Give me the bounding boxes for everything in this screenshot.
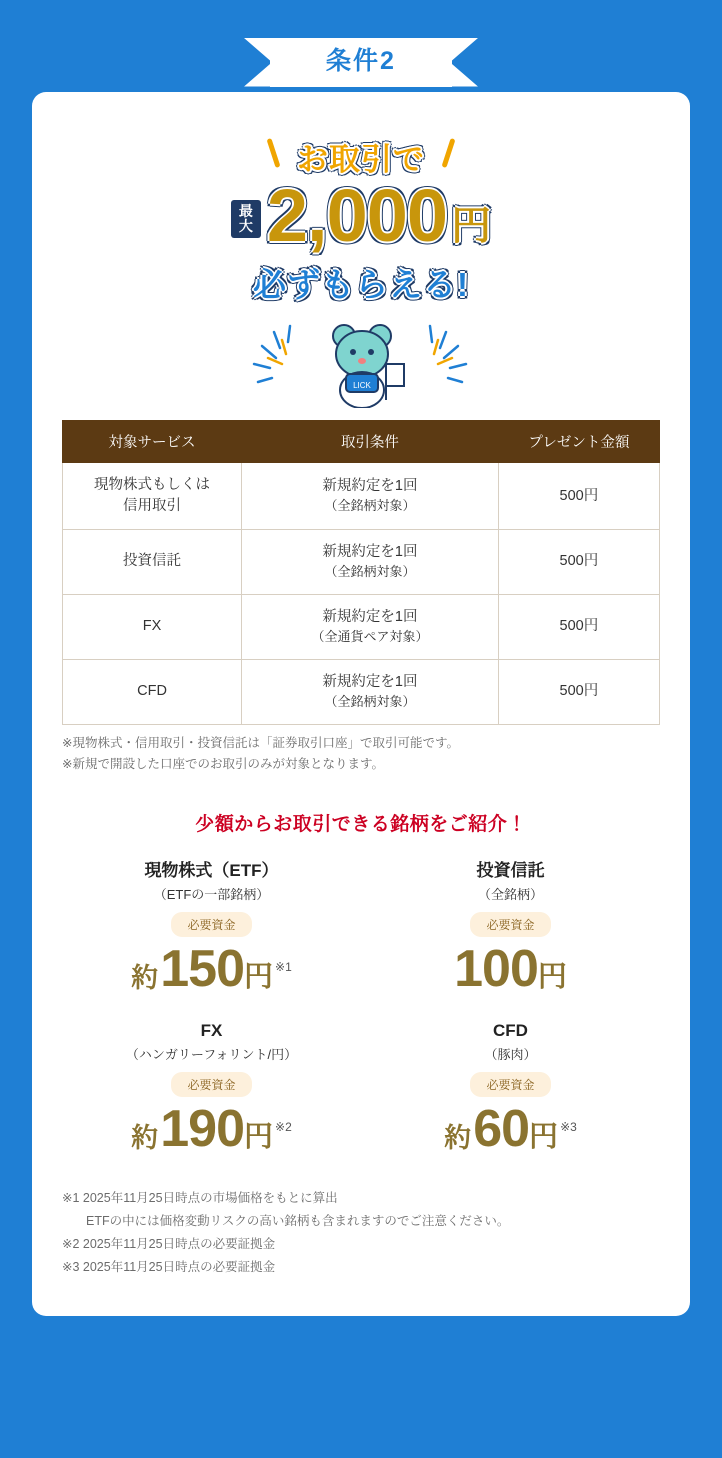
product-title: FX: [200, 1021, 223, 1041]
condition-line-2: （全通貨ペア対象）: [311, 628, 429, 644]
svg-text:LICK: LICK: [353, 381, 371, 390]
price-approx: 約: [131, 1123, 159, 1154]
headline-amount-row: [62, 174, 660, 257]
mascot-mouse-fireworks-icon: [246, 312, 476, 408]
table-note-1: ※現物株式・信用取引・投資信託は「証券取引口座」で取引可能です。: [62, 735, 459, 750]
conditions-table: [62, 420, 660, 725]
cell-service: [63, 463, 242, 530]
price-yen: 円: [537, 961, 567, 994]
service-line-1: 現物株式もしくは: [94, 477, 211, 493]
product-price: [361, 940, 660, 999]
required-funds-badge: 必要資金: [171, 912, 251, 937]
table-notes: [62, 733, 660, 776]
footnote-2: ※2 2025年11月25日時点の必要証拠金: [62, 1237, 276, 1252]
cell-amount: 500円: [498, 463, 659, 530]
condition-line-2: （全銘柄対象）: [324, 564, 416, 580]
mascot-illustration: [62, 312, 660, 408]
price-yen: 円: [529, 1121, 559, 1154]
product-card-cfd: [361, 1019, 660, 1161]
table-row: [63, 594, 660, 659]
price-yen: 円: [244, 961, 274, 994]
product-title: 投資信託: [476, 861, 545, 881]
cell-condition: [242, 530, 499, 595]
price-yen: 円: [244, 1121, 274, 1154]
table-row: [63, 463, 660, 530]
required-funds-badge: 必要資金: [470, 912, 550, 937]
price-footnote-ref: ※1: [275, 960, 292, 975]
footnote-3: ※3 2025年11月25日時点の必要証拠金: [62, 1260, 276, 1275]
cell-amount: 500円: [498, 530, 659, 595]
footnotes: [62, 1187, 660, 1280]
decorative-slash-right-icon: [441, 138, 455, 168]
price-footnote-ref: ※2: [275, 1120, 292, 1135]
product-card-etf: [62, 854, 361, 1001]
condition-line-1: 新規約定を1回: [322, 608, 418, 625]
cell-condition: [242, 659, 499, 724]
product-price: [361, 1100, 660, 1159]
product-title: CFD: [493, 1021, 528, 1041]
footnote-1: ※1 2025年11月25日時点の市場価格をもとに算出: [62, 1191, 338, 1206]
headline-bottom-text: 必ずもらえる!: [253, 266, 469, 303]
service-line-2: 信用取引: [123, 498, 182, 515]
price-number: 60: [473, 1100, 530, 1159]
cell-service: 投資信託: [63, 530, 242, 595]
price-number: 190: [160, 1100, 244, 1159]
condition-line-2: （全銘柄対象）: [324, 498, 416, 514]
decorative-slash-left-icon: [266, 138, 280, 168]
headline-amount-yen: 円: [451, 204, 492, 248]
product-subtitle: （ETFの一部銘柄）: [153, 887, 270, 903]
table-header-amount: プレゼント金額: [498, 421, 659, 463]
cell-service: FX: [63, 594, 242, 659]
price-footnote-ref: ※3: [560, 1120, 577, 1135]
content-card: [32, 92, 690, 1316]
headline-top-text: お取引で: [297, 142, 425, 177]
cell-condition: [242, 463, 499, 530]
ribbon-label: 条件2: [326, 47, 396, 75]
required-funds-badge: 必要資金: [470, 1072, 550, 1097]
product-card-investment-trust: [361, 854, 660, 1001]
table-header-condition: 取引条件: [242, 421, 499, 463]
headline-amount-number: 2,000: [266, 174, 448, 257]
product-price: [62, 940, 361, 999]
ribbon-header: [0, 0, 722, 92]
footnote-1-detail: ETFの中には価格変動リスクの高い銘柄も含まれますのでご注意ください。: [86, 1214, 510, 1229]
table-row: [63, 530, 660, 595]
condition-line-1: 新規約定を1回: [322, 478, 418, 495]
table-row: [63, 659, 660, 724]
condition-line-1: 新規約定を1回: [322, 544, 418, 561]
price-number: 150: [160, 940, 244, 999]
table-note-2: ※新規で開設した口座でのお取引のみが対象となります。: [62, 756, 384, 771]
table-header-row: [63, 421, 660, 463]
product-subtitle: （豚肉）: [484, 1047, 537, 1063]
product-grid: [62, 854, 660, 1161]
cell-amount: 500円: [498, 594, 659, 659]
table-header-service: 対象サービス: [63, 421, 242, 463]
price-number: 100: [454, 940, 538, 999]
product-title: 現物株式（ETF）: [144, 861, 279, 881]
ribbon-banner: [270, 38, 452, 87]
required-funds-badge: 必要資金: [171, 1072, 251, 1097]
price-approx: 約: [131, 963, 159, 994]
product-price: [62, 1100, 361, 1159]
cell-service: CFD: [63, 659, 242, 724]
condition-line-1: 新規約定を1回: [322, 673, 418, 690]
section-heading: 少額からお取引できる銘柄をご紹介！: [195, 814, 527, 836]
product-subtitle: （ハンガリーフォリント/円）: [125, 1047, 298, 1063]
product-subtitle: （全銘柄）: [477, 887, 543, 903]
condition-line-2: （全銘柄対象）: [324, 693, 416, 709]
headline-top-wrap: [297, 134, 425, 179]
max-badge: 最大: [231, 200, 261, 237]
product-card-fx: [62, 1019, 361, 1161]
price-approx: 約: [444, 1123, 472, 1154]
cell-condition: [242, 594, 499, 659]
cell-amount: 500円: [498, 659, 659, 724]
headline-block: [62, 120, 660, 306]
